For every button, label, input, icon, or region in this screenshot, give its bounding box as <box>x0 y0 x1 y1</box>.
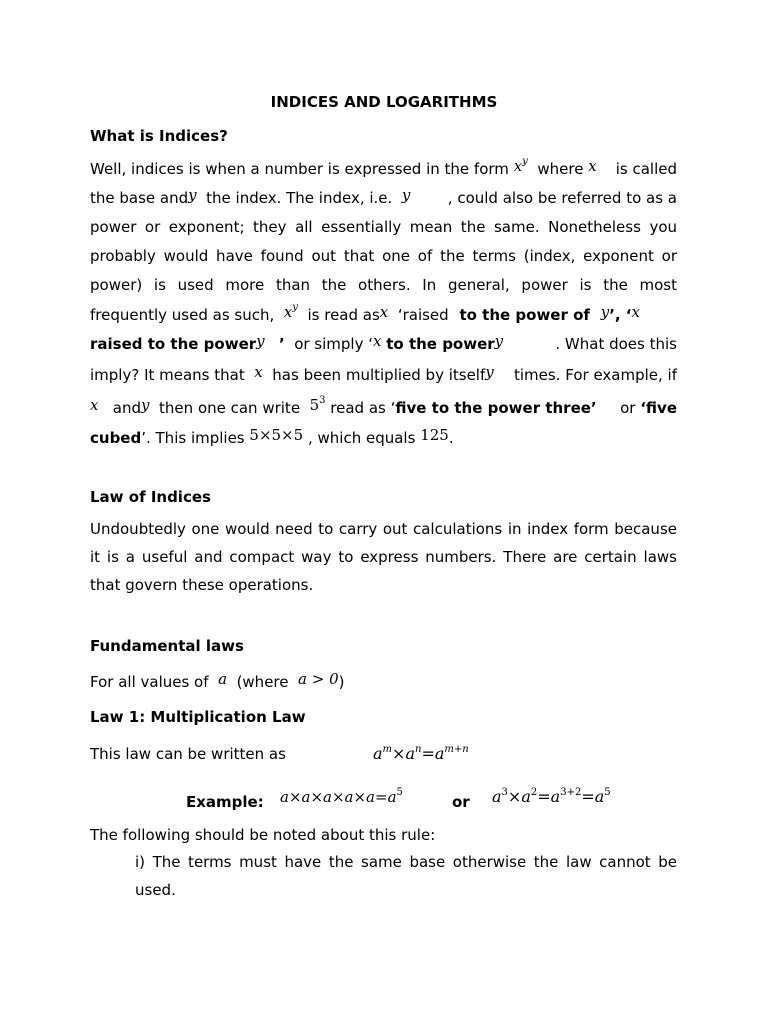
text-line: raised to the powery ’ or simply ‘x to the powery . What does this <box>90 332 677 353</box>
text-line: Well, indices is when a number is expressed in the form $x^y$ where x is called <box>90 156 677 178</box>
text-line: the base andy the index. The index, i.e. y , could also be referred to as a <box>90 186 677 207</box>
rule-note: The following should be noted about this rule: <box>90 826 436 844</box>
heading-law-of-indices: Law of Indices <box>90 488 211 506</box>
rule-item-1: i) The terms must have the same base otherwise the law cannot be used. <box>135 853 677 899</box>
law1-intro: This law can be written as <box>90 745 286 763</box>
multiplication-law-equation: $a^m\times a^n=a^{m+n}$ <box>373 744 469 763</box>
condition-line: For all values of a (where a > 0) <box>90 670 345 691</box>
or-label: or <box>452 793 470 811</box>
heading-law-1: Law 1: Multiplication Law <box>90 708 306 726</box>
paragraph-indices-definition <box>90 155 677 453</box>
heading-what-is-indices: What is Indices? <box>90 127 228 145</box>
example-equation-2: $a^3\times a^2=a^{3+2}=a^5$ <box>492 787 611 806</box>
example-label: Example: <box>186 793 264 811</box>
page-title: INDICES AND LOGARITHMS <box>270 93 498 111</box>
text-line: imply? It means that x has been multiplied by itselfy times. For example, if <box>90 363 677 384</box>
text-line: power) is used more than the others. In general, power is the most <box>90 276 677 294</box>
text-line: probably would have found out that one of the terms (index, exponent or <box>90 247 677 265</box>
text-line: power or exponent; they all essentially mean the same. Nonetheless you <box>90 218 677 236</box>
heading-fundamental-laws: Fundamental laws <box>90 637 244 655</box>
text-line: that govern these operations. <box>90 576 314 594</box>
text-line: it is a useful and compact way to express numbers. There are certain laws <box>90 548 677 566</box>
paragraph-law-of-indices <box>90 515 677 599</box>
text-line: Undoubtedly one would need to carry out calculations in index form because <box>90 520 677 538</box>
text-line: frequently used as such, $x^y$ is read asx ‘raised to the power of y’, ‘x <box>90 302 640 324</box>
example-equation-1: $a\times a\times a\times a\times a=a^5$ <box>280 787 403 806</box>
text-line: x andy then one can write $5^3$ read as ‘five to the power three’ or ‘five <box>90 395 677 417</box>
text-line: cubed’. This implies 5×5×5 , which equals 125. <box>90 426 454 447</box>
